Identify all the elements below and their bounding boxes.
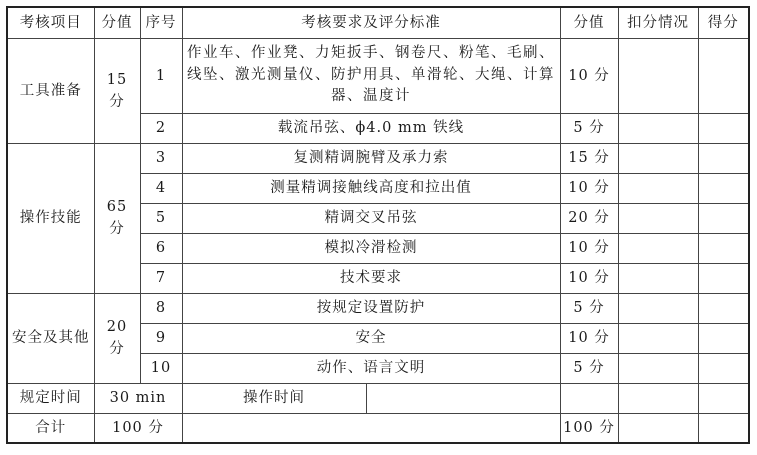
header-score: 分值 bbox=[94, 7, 140, 38]
row-requirement: 模拟冷滑检测 bbox=[182, 233, 560, 263]
row-requirement: 技术要求 bbox=[182, 263, 560, 293]
row-points: 10 分 bbox=[560, 173, 618, 203]
time-value: 30 min bbox=[94, 383, 182, 413]
table-row bbox=[7, 293, 749, 323]
row-deduction bbox=[618, 173, 698, 203]
row-points: 15 分 bbox=[560, 143, 618, 173]
time-row-points bbox=[560, 383, 618, 413]
row-deduction bbox=[618, 353, 698, 383]
header-result: 得分 bbox=[698, 7, 749, 38]
row-deduction bbox=[618, 233, 698, 263]
row-result bbox=[698, 203, 749, 233]
row-no: 6 bbox=[140, 233, 182, 263]
row-requirement: 测量精调接触线高度和拉出值 bbox=[182, 173, 560, 203]
row-requirement: 复测精调腕臂及承力索 bbox=[182, 143, 560, 173]
row-no: 5 bbox=[140, 203, 182, 233]
total-result bbox=[698, 413, 749, 443]
row-no: 4 bbox=[140, 173, 182, 203]
total-label: 合计 bbox=[7, 413, 94, 443]
row-requirement: 精调交叉吊弦 bbox=[182, 203, 560, 233]
row-result bbox=[698, 143, 749, 173]
total-points: 100 分 bbox=[560, 413, 618, 443]
row-requirement: 载流吊弦、ϕ4.0 mm 铁线 bbox=[182, 113, 560, 143]
row-no: 3 bbox=[140, 143, 182, 173]
row-requirement: 按规定设置防护 bbox=[182, 293, 560, 323]
row-no: 8 bbox=[140, 293, 182, 323]
row-points: 5 分 bbox=[560, 293, 618, 323]
row-no: 2 bbox=[140, 113, 182, 143]
row-points: 10 分 bbox=[560, 263, 618, 293]
total-deduction bbox=[618, 413, 698, 443]
table-row bbox=[7, 38, 749, 113]
group-score: 65 分 bbox=[94, 143, 140, 293]
row-deduction bbox=[618, 293, 698, 323]
row-points: 20 分 bbox=[560, 203, 618, 233]
total-row bbox=[7, 413, 749, 443]
time-label: 规定时间 bbox=[7, 383, 94, 413]
row-deduction bbox=[618, 113, 698, 143]
row-deduction bbox=[618, 203, 698, 233]
scoring-table bbox=[6, 6, 750, 444]
row-result bbox=[698, 263, 749, 293]
row-requirement: 动作、语言文明 bbox=[182, 353, 560, 383]
group-item-label: 安全及其他 bbox=[7, 293, 94, 383]
table-row bbox=[7, 143, 749, 173]
row-result bbox=[698, 113, 749, 143]
row-result bbox=[698, 353, 749, 383]
total-requirement bbox=[182, 413, 560, 443]
row-points: 10 分 bbox=[560, 323, 618, 353]
row-deduction bbox=[618, 323, 698, 353]
row-requirement: 安全 bbox=[182, 323, 560, 353]
row-no: 7 bbox=[140, 263, 182, 293]
header-requirements: 考核要求及评分标准 bbox=[182, 7, 560, 38]
total-value: 100 分 bbox=[94, 413, 182, 443]
row-deduction bbox=[618, 263, 698, 293]
group-score: 15 分 bbox=[94, 38, 140, 143]
row-points: 5 分 bbox=[560, 353, 618, 383]
row-deduction bbox=[618, 38, 698, 113]
time-row bbox=[7, 383, 749, 413]
header-points: 分值 bbox=[560, 7, 618, 38]
group-score: 20 分 bbox=[94, 293, 140, 383]
time-row-result bbox=[698, 383, 749, 413]
row-result bbox=[698, 173, 749, 203]
row-deduction bbox=[618, 143, 698, 173]
row-points: 10 分 bbox=[560, 233, 618, 263]
op-time-label: 操作时间 bbox=[182, 383, 366, 413]
row-result bbox=[698, 323, 749, 353]
header-item: 考核项目 bbox=[7, 7, 94, 38]
row-requirement: 作业车、作业凳、力矩扳手、钢卷尺、粉笔、毛刷、线坠、激光测量仪、防护用具、单滑轮、大绳、计算器、温度计 bbox=[182, 38, 560, 113]
header-deduction: 扣分情况 bbox=[618, 7, 698, 38]
header-row bbox=[7, 7, 749, 38]
row-no: 1 bbox=[140, 38, 182, 113]
row-result bbox=[698, 38, 749, 113]
row-result bbox=[698, 293, 749, 323]
header-no: 序号 bbox=[140, 7, 182, 38]
op-time-value bbox=[366, 383, 560, 413]
row-points: 10 分 bbox=[560, 38, 618, 113]
group-item-label: 操作技能 bbox=[7, 143, 94, 293]
time-row-deduction bbox=[618, 383, 698, 413]
row-points: 5 分 bbox=[560, 113, 618, 143]
row-no: 9 bbox=[140, 323, 182, 353]
group-item-label: 工具准备 bbox=[7, 38, 94, 143]
row-no: 10 bbox=[140, 353, 182, 383]
row-result bbox=[698, 233, 749, 263]
